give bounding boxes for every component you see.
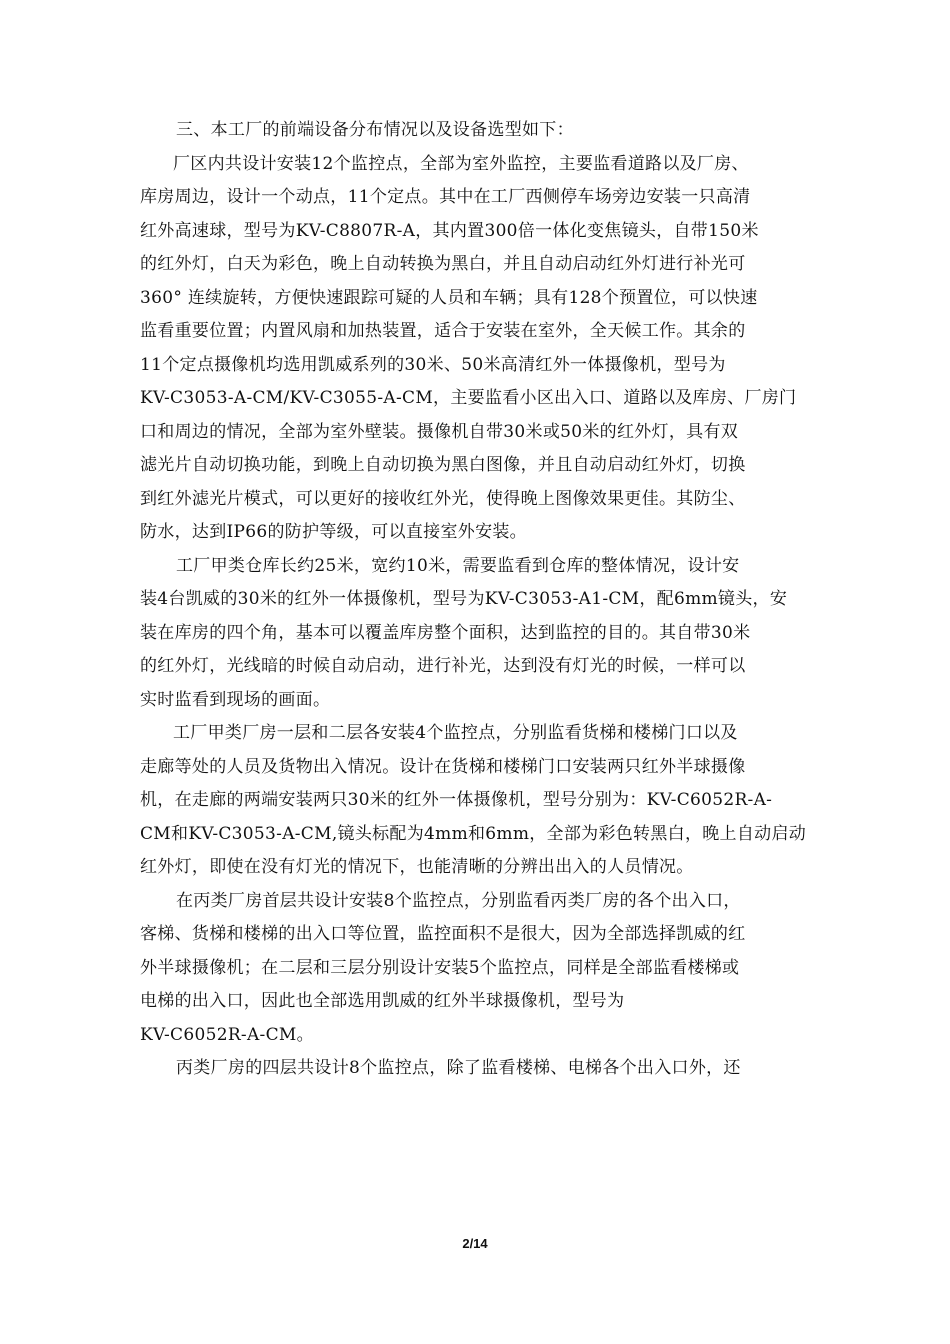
section-heading: 三、本工厂的前端设备分布情况以及设备选型如下： [176, 120, 574, 140]
paragraph-line: KV-C3053-A-CM/KV-C3055-A-CM，主要监看小区出入口、道路以及库房、厂房门 [140, 388, 797, 408]
paragraph-line: 防水，达到IP66的防护等级，可以直接室外安装。 [140, 522, 527, 542]
paragraph-line: KV-C6052R-A-CM。 [140, 1024, 314, 1045]
paragraph-line: 丙类厂房的四层共设计8个监控点，除了监看楼梯、电梯各个出入口外，还 [176, 1058, 741, 1078]
page-number: 2/14 [462, 1236, 488, 1251]
paragraph-line: 红外高速球，型号为KV-C8807R-A，其内置300倍一体化变焦镜头，自带150米 [140, 220, 759, 241]
paragraph-line: CM和KV-C3053-A-CM,镜头标配为4mm和6mm，全部为彩色转黑白，晚上自动启动 [140, 823, 807, 844]
paragraph-line: 走廊等处的人员及货物出入情况。设计在货梯和楼梯门口安装两只红外半球摄像 [140, 756, 746, 777]
paragraph-line: 实时监看到现场的画面。 [140, 689, 331, 710]
paragraph-line: 监看重要位置；内置风扇和加热装置，适合于安装在室外，全天候工作。其余的 [140, 321, 746, 341]
paragraph-line: 工厂甲类厂房一层和二层各安装4个监控点，分别监看货梯和楼梯门口以及 [173, 723, 738, 743]
paragraph-line: 库房周边，设计一个动点，11个定点。其中在工厂西侧停车场旁边安装一只高清 [140, 187, 751, 207]
paragraph-line: 厂区内共设计安装12个监控点，全部为室外监控，主要监看道路以及厂房、 [173, 153, 749, 174]
paragraph-line: 电梯的出入口，因此也全部选用凯威的红外半球摄像机，型号为 [140, 991, 625, 1011]
paragraph-line: 装在库房的四个角，基本可以覆盖库房整个面积，达到监控的目的。其自带30米 [140, 622, 751, 643]
paragraph-line: 装4台凯威的30米的红外一体摄像机，型号为KV-C3053-A1-CM，配6mm镜头，安 [140, 589, 788, 609]
paragraph-line: 的红外灯，光线暗的时候自动启动，进行补光，达到没有灯光的时候，一样可以 [140, 656, 746, 676]
paragraph-line: 工厂甲类仓库长约25米，宽约10米，需要监看到仓库的整体情况，设计安 [176, 555, 740, 576]
paragraph-line: 11个定点摄像机均选用凯威系列的30米、50米高清红外一体摄像机，型号为 [140, 354, 726, 375]
paragraph-line: 口和周边的情况，全部为室外壁装。摄像机自带30米或50米的红外灯，具有双 [140, 421, 739, 442]
paragraph-line: 滤光片自动切换功能，到晚上自动切换为黑白图像，并且自动启动红外灯，切换 [140, 455, 746, 475]
paragraph-line: 到红外滤光片模式，可以更好的接收红外光，使得晚上图像效果更佳。其防尘、 [140, 488, 746, 509]
document-body [140, 114, 820, 1086]
paragraph-line: 在丙类厂房首层共设计安装8个监控点，分别监看丙类厂房的各个出入口， [176, 890, 741, 911]
paragraph-line: 外半球摄像机；在二层和三层分别设计安装5个监控点，同样是全部监看楼梯或 [140, 957, 740, 978]
paragraph-line: 的红外灯，白天为彩色，晚上自动转换为黑白，并且自动启动红外灯进行补光可 [140, 254, 746, 274]
paragraph-line: 机，在走廊的两端安装两只30米的红外一体摄像机，型号分别为：KV-C6052R-A- [140, 790, 773, 810]
paragraph-line: 红外灯，即使在没有灯光的情况下，也能清晰的分辨出出入的人员情况。 [140, 857, 694, 877]
paragraph-line: 360° 连续旋转，方便快速跟踪可疑的人员和车辆；具有128个预置位，可以快速 [140, 287, 758, 308]
paragraph-line: 客梯、货梯和楼梯的出入口等位置，监控面积不是很大，因为全部选择凯威的红 [140, 924, 746, 944]
